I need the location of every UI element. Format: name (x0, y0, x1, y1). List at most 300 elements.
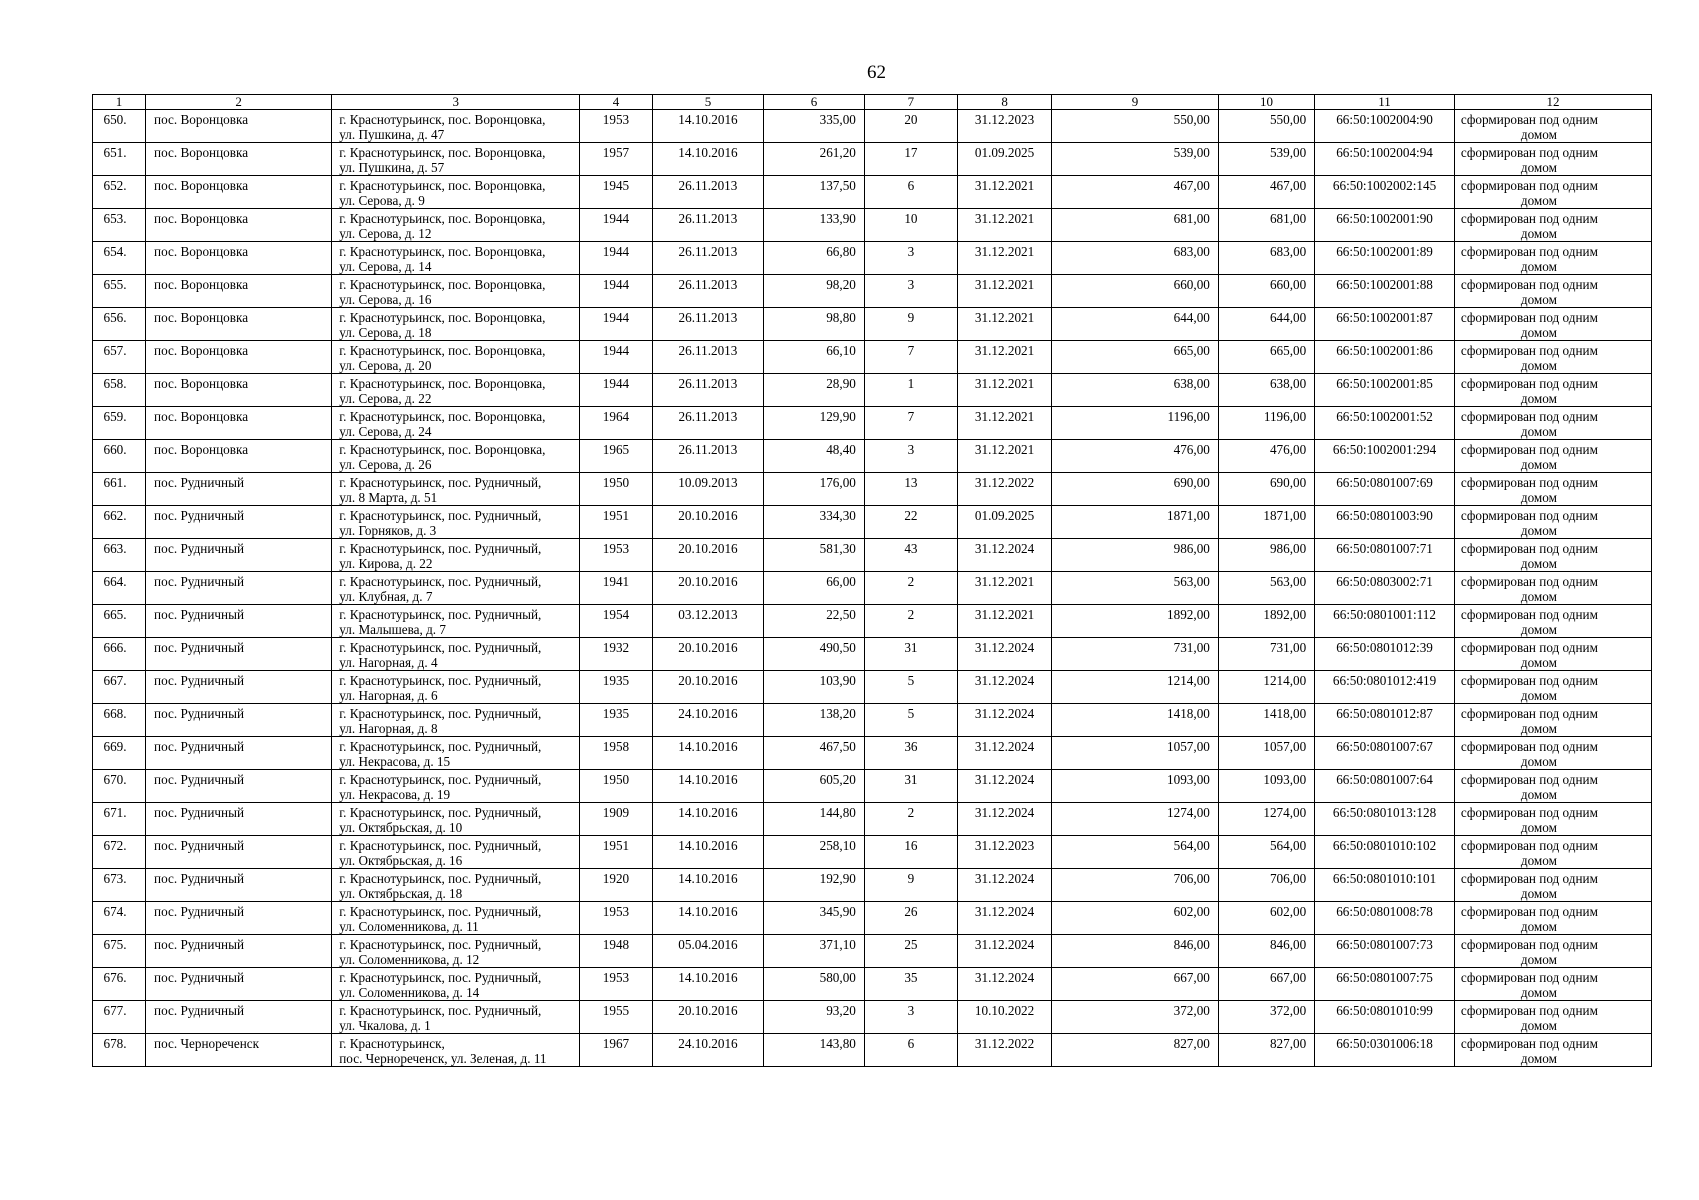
address-line-2: ул. Соломенникова, д. 12 (339, 952, 480, 967)
count-cell: 31 (864, 638, 957, 671)
settlement-cell: пос. Рудничный (146, 506, 332, 539)
table-row (93, 869, 1652, 902)
row-number-cell: 653. (93, 209, 146, 242)
value-cell-10: 539,00 (1218, 143, 1314, 176)
address-line-2: ул. Серова, д. 14 (339, 259, 432, 274)
status-line-2: домом (1520, 358, 1557, 373)
address-line-2: ул. 8 Марта, д. 51 (339, 490, 438, 505)
settlement-cell: пос. Воронцовка (146, 110, 332, 143)
row-number-cell: 672. (93, 836, 146, 869)
year-cell: 1953 (580, 110, 653, 143)
deadline-cell: 31.12.2021 (957, 605, 1051, 638)
year-cell: 1944 (580, 374, 653, 407)
status-line-1: сформирован под одним (1460, 343, 1598, 358)
table-row (93, 1034, 1652, 1067)
status-line-2: домом (1520, 589, 1557, 604)
area-cell: 581,30 (764, 539, 865, 572)
status-line-1: сформирован под одним (1460, 1036, 1598, 1051)
value-cell-10: 683,00 (1218, 242, 1314, 275)
value-cell-9: 644,00 (1052, 308, 1219, 341)
value-cell-9: 1418,00 (1052, 704, 1219, 737)
value-cell-10: 1214,00 (1218, 671, 1314, 704)
value-cell-9: 550,00 (1052, 110, 1219, 143)
status-cell (1454, 704, 1651, 737)
area-cell: 66,80 (764, 242, 865, 275)
cadastral-number-cell: 66:50:0801010:102 (1315, 836, 1455, 869)
value-cell-10: 665,00 (1218, 341, 1314, 374)
settlement-cell: пос. Воронцовка (146, 407, 332, 440)
address-cell (332, 539, 580, 572)
cadastral-number-cell: 66:50:0801007:71 (1315, 539, 1455, 572)
area-cell: 580,00 (764, 968, 865, 1001)
status-cell (1454, 1034, 1651, 1067)
settlement-cell: пос. Воронцовка (146, 176, 332, 209)
status-line-1: сформирован под одним (1460, 937, 1598, 952)
status-line-2: домом (1520, 787, 1557, 802)
value-cell-10: 564,00 (1218, 836, 1314, 869)
date-cell: 20.10.2016 (652, 572, 764, 605)
deadline-cell: 31.12.2024 (957, 671, 1051, 704)
value-cell-9: 986,00 (1052, 539, 1219, 572)
address-line-2: ул. Октябрьская, д. 16 (339, 853, 463, 868)
year-cell: 1965 (580, 440, 653, 473)
status-line-1: сформирован под одним (1460, 1003, 1598, 1018)
cadastral-number-cell: 66:50:1002001:85 (1315, 374, 1455, 407)
cadastral-number-cell: 66:50:0801008:78 (1315, 902, 1455, 935)
date-cell: 26.11.2013 (652, 242, 764, 275)
year-cell: 1967 (580, 1034, 653, 1067)
year-cell: 1945 (580, 176, 653, 209)
address-line-1: г. Краснотурьинск, пос. Воронцовка, (339, 112, 546, 127)
address-cell (332, 275, 580, 308)
date-cell: 05.04.2016 (652, 935, 764, 968)
cadastral-number-cell: 66:50:1002001:89 (1315, 242, 1455, 275)
year-cell: 1950 (580, 770, 653, 803)
table-row (93, 407, 1652, 440)
year-cell: 1920 (580, 869, 653, 902)
settlement-cell: пос. Воронцовка (146, 341, 332, 374)
table-row (93, 704, 1652, 737)
address-line-1: г. Краснотурьинск, пос. Рудничный, (339, 508, 542, 523)
deadline-cell: 31.12.2024 (957, 803, 1051, 836)
deadline-cell: 31.12.2024 (957, 737, 1051, 770)
row-number-cell: 674. (93, 902, 146, 935)
table-row (93, 176, 1652, 209)
year-cell: 1953 (580, 968, 653, 1001)
count-cell: 2 (864, 605, 957, 638)
value-cell-10: 638,00 (1218, 374, 1314, 407)
year-cell: 1948 (580, 935, 653, 968)
settlement-cell: пос. Воронцовка (146, 143, 332, 176)
status-cell (1454, 539, 1651, 572)
value-cell-9: 1093,00 (1052, 770, 1219, 803)
table-row (93, 638, 1652, 671)
address-line-1: г. Краснотурьинск, пос. Рудничный, (339, 805, 542, 820)
count-cell: 2 (864, 803, 957, 836)
deadline-cell: 31.12.2021 (957, 209, 1051, 242)
address-cell (332, 143, 580, 176)
settlement-cell: пос. Рудничный (146, 935, 332, 968)
status-line-2: домом (1520, 622, 1557, 637)
status-line-1: сформирован под одним (1460, 541, 1598, 556)
address-cell (332, 605, 580, 638)
status-line-2: домом (1520, 193, 1557, 208)
area-cell: 143,80 (764, 1034, 865, 1067)
status-line-1: сформирован под одним (1460, 376, 1598, 391)
table-row (93, 902, 1652, 935)
cadastral-number-cell: 66:50:0801003:90 (1315, 506, 1455, 539)
area-cell: 144,80 (764, 803, 865, 836)
value-cell-10: 1196,00 (1218, 407, 1314, 440)
status-cell (1454, 638, 1651, 671)
cadastral-number-cell: 66:50:1002001:52 (1315, 407, 1455, 440)
address-cell (332, 407, 580, 440)
cadastral-number-cell: 66:50:0801010:99 (1315, 1001, 1455, 1034)
settlement-cell: пос. Рудничный (146, 605, 332, 638)
table-row (93, 605, 1652, 638)
table-row (93, 506, 1652, 539)
cadastral-number-cell: 66:50:1002001:90 (1315, 209, 1455, 242)
year-cell: 1944 (580, 308, 653, 341)
row-number-cell: 667. (93, 671, 146, 704)
row-number-cell: 678. (93, 1034, 146, 1067)
status-line-1: сформирован под одним (1460, 178, 1598, 193)
value-cell-10: 660,00 (1218, 275, 1314, 308)
address-cell (332, 770, 580, 803)
value-cell-9: 1196,00 (1052, 407, 1219, 440)
area-cell: 137,50 (764, 176, 865, 209)
area-cell: 22,50 (764, 605, 865, 638)
value-cell-9: 660,00 (1052, 275, 1219, 308)
status-line-1: сформирован под одним (1460, 904, 1598, 919)
address-line-2: ул. Пушкина, д. 47 (339, 127, 445, 142)
row-number-cell: 659. (93, 407, 146, 440)
address-line-2: ул. Серова, д. 18 (339, 325, 432, 340)
status-line-1: сформирован под одним (1460, 145, 1598, 160)
address-line-1: г. Краснотурьинск, пос. Воронцовка, (339, 310, 546, 325)
address-cell (332, 209, 580, 242)
status-line-2: домом (1520, 853, 1557, 868)
column-header: 8 (957, 95, 1051, 110)
status-line-2: домом (1520, 886, 1557, 901)
status-line-2: домом (1520, 127, 1557, 142)
year-cell: 1909 (580, 803, 653, 836)
area-cell: 490,50 (764, 638, 865, 671)
address-line-2: ул. Серова, д. 22 (339, 391, 432, 406)
status-cell (1454, 209, 1651, 242)
value-cell-9: 667,00 (1052, 968, 1219, 1001)
value-cell-9: 539,00 (1052, 143, 1219, 176)
status-cell (1454, 869, 1651, 902)
deadline-cell: 31.12.2023 (957, 836, 1051, 869)
table-row (93, 374, 1652, 407)
value-cell-9: 706,00 (1052, 869, 1219, 902)
table-row (93, 671, 1652, 704)
column-header: 7 (864, 95, 957, 110)
row-number-cell: 668. (93, 704, 146, 737)
value-cell-9: 602,00 (1052, 902, 1219, 935)
status-line-1: сформирован под одним (1460, 739, 1598, 754)
status-cell (1454, 506, 1651, 539)
cadastral-number-cell: 66:50:0801007:75 (1315, 968, 1455, 1001)
status-cell (1454, 308, 1651, 341)
cadastral-number-cell: 66:50:0801013:128 (1315, 803, 1455, 836)
count-cell: 3 (864, 275, 957, 308)
address-line-2: ул. Кирова, д. 22 (339, 556, 433, 571)
status-cell (1454, 902, 1651, 935)
count-cell: 36 (864, 737, 957, 770)
deadline-cell: 01.09.2025 (957, 143, 1051, 176)
value-cell-10: 602,00 (1218, 902, 1314, 935)
table-row (93, 968, 1652, 1001)
status-line-1: сформирован под одним (1460, 607, 1598, 622)
count-cell: 9 (864, 869, 957, 902)
value-cell-10: 644,00 (1218, 308, 1314, 341)
value-cell-10: 1093,00 (1218, 770, 1314, 803)
address-line-1: г. Краснотурьинск, пос. Рудничный, (339, 706, 542, 721)
row-number-cell: 664. (93, 572, 146, 605)
year-cell: 1944 (580, 275, 653, 308)
value-cell-10: 1274,00 (1218, 803, 1314, 836)
status-line-2: домом (1520, 919, 1557, 934)
address-line-1: г. Краснотурьинск, пос. Рудничный, (339, 739, 542, 754)
status-cell (1454, 1001, 1651, 1034)
address-line-2: ул. Соломенникова, д. 11 (339, 919, 479, 934)
area-cell: 176,00 (764, 473, 865, 506)
count-cell: 7 (864, 407, 957, 440)
row-number-cell: 662. (93, 506, 146, 539)
table-body (93, 110, 1652, 1067)
row-number-cell: 666. (93, 638, 146, 671)
cadastral-number-cell: 66:50:1002001:294 (1315, 440, 1455, 473)
status-line-2: домом (1520, 655, 1557, 670)
count-cell: 3 (864, 440, 957, 473)
year-cell: 1954 (580, 605, 653, 638)
status-line-1: сформирован под одним (1460, 838, 1598, 853)
count-cell: 16 (864, 836, 957, 869)
address-line-2: ул. Серова, д. 12 (339, 226, 432, 241)
count-cell: 10 (864, 209, 957, 242)
deadline-cell: 31.12.2024 (957, 902, 1051, 935)
cadastral-number-cell: 66:50:0801012:419 (1315, 671, 1455, 704)
deadline-cell: 31.12.2024 (957, 704, 1051, 737)
table-row (93, 209, 1652, 242)
address-line-2: ул. Некрасова, д. 15 (339, 754, 451, 769)
date-cell: 26.11.2013 (652, 308, 764, 341)
status-line-2: домом (1520, 523, 1557, 538)
settlement-cell: пос. Рудничный (146, 902, 332, 935)
address-line-2: ул. Чкалова, д. 1 (339, 1018, 431, 1033)
deadline-cell: 31.12.2024 (957, 968, 1051, 1001)
address-line-2: ул. Малышева, д. 7 (339, 622, 446, 637)
value-cell-10: 827,00 (1218, 1034, 1314, 1067)
date-cell: 14.10.2016 (652, 836, 764, 869)
deadline-cell: 10.10.2022 (957, 1001, 1051, 1034)
status-line-1: сформирован под одним (1460, 112, 1598, 127)
status-cell (1454, 770, 1651, 803)
deadline-cell: 31.12.2022 (957, 1034, 1051, 1067)
date-cell: 26.11.2013 (652, 275, 764, 308)
date-cell: 14.10.2016 (652, 968, 764, 1001)
count-cell: 3 (864, 1001, 957, 1034)
status-line-1: сформирован под одним (1460, 310, 1598, 325)
cadastral-number-cell: 66:50:0801007:67 (1315, 737, 1455, 770)
date-cell: 26.11.2013 (652, 440, 764, 473)
value-cell-10: 1871,00 (1218, 506, 1314, 539)
deadline-cell: 31.12.2024 (957, 638, 1051, 671)
address-line-2: ул. Нагорная, д. 8 (339, 721, 438, 736)
deadline-cell: 31.12.2021 (957, 341, 1051, 374)
year-cell: 1953 (580, 902, 653, 935)
count-cell: 5 (864, 704, 957, 737)
row-number-cell: 665. (93, 605, 146, 638)
address-line-1: г. Краснотурьинск, пос. Воронцовка, (339, 343, 546, 358)
address-line-1: г. Краснотурьинск, пос. Воронцовка, (339, 145, 546, 160)
count-cell: 7 (864, 341, 957, 374)
status-line-2: домом (1520, 952, 1557, 967)
address-cell (332, 308, 580, 341)
row-number-cell: 654. (93, 242, 146, 275)
count-cell: 6 (864, 1034, 957, 1067)
status-cell (1454, 110, 1651, 143)
row-number-cell: 676. (93, 968, 146, 1001)
status-line-2: домом (1520, 226, 1557, 241)
status-cell (1454, 242, 1651, 275)
deadline-cell: 31.12.2022 (957, 473, 1051, 506)
area-cell: 28,90 (764, 374, 865, 407)
status-line-1: сформирован под одним (1460, 277, 1598, 292)
deadline-cell: 31.12.2021 (957, 275, 1051, 308)
count-cell: 25 (864, 935, 957, 968)
deadline-cell: 31.12.2021 (957, 308, 1051, 341)
address-cell (332, 704, 580, 737)
cadastral-number-cell: 66:50:0301006:18 (1315, 1034, 1455, 1067)
status-line-1: сформирован под одним (1460, 805, 1598, 820)
value-cell-9: 563,00 (1052, 572, 1219, 605)
address-line-2: ул. Серова, д. 16 (339, 292, 432, 307)
date-cell: 10.09.2013 (652, 473, 764, 506)
count-cell: 35 (864, 968, 957, 1001)
year-cell: 1941 (580, 572, 653, 605)
status-cell (1454, 737, 1651, 770)
cadastral-number-cell: 66:50:1002002:145 (1315, 176, 1455, 209)
status-line-1: сформирован под одним (1460, 673, 1598, 688)
address-cell (332, 737, 580, 770)
status-line-1: сформирован под одним (1460, 871, 1598, 886)
area-cell: 66,00 (764, 572, 865, 605)
address-cell (332, 341, 580, 374)
area-cell: 192,90 (764, 869, 865, 902)
value-cell-10: 563,00 (1218, 572, 1314, 605)
year-cell: 1955 (580, 1001, 653, 1034)
address-cell (332, 506, 580, 539)
status-line-2: домом (1520, 424, 1557, 439)
value-cell-10: 846,00 (1218, 935, 1314, 968)
status-cell (1454, 440, 1651, 473)
status-line-2: домом (1520, 721, 1557, 736)
count-cell: 13 (864, 473, 957, 506)
settlement-cell: пос. Рудничный (146, 968, 332, 1001)
date-cell: 14.10.2016 (652, 770, 764, 803)
settlement-cell: пос. Воронцовка (146, 275, 332, 308)
status-cell (1454, 176, 1651, 209)
status-line-2: домом (1520, 688, 1557, 703)
settlement-cell: пос. Воронцовка (146, 242, 332, 275)
count-cell: 31 (864, 770, 957, 803)
value-cell-9: 1214,00 (1052, 671, 1219, 704)
address-line-1: г. Краснотурьинск, пос. Рудничный, (339, 541, 542, 556)
address-line-1: г. Краснотурьинск, пос. Воронцовка, (339, 409, 546, 424)
address-cell (332, 803, 580, 836)
status-cell (1454, 341, 1651, 374)
cadastral-number-cell: 66:50:0801007:73 (1315, 935, 1455, 968)
address-cell (332, 110, 580, 143)
year-cell: 1944 (580, 242, 653, 275)
date-cell: 03.12.2013 (652, 605, 764, 638)
table-row (93, 803, 1652, 836)
count-cell: 9 (864, 308, 957, 341)
value-cell-9: 683,00 (1052, 242, 1219, 275)
settlement-cell: пос. Рудничный (146, 473, 332, 506)
address-line-1: г. Краснотурьинск, пос. Рудничный, (339, 1003, 542, 1018)
value-cell-10: 467,00 (1218, 176, 1314, 209)
area-cell: 261,20 (764, 143, 865, 176)
address-line-2: ул. Серова, д. 24 (339, 424, 432, 439)
address-line-1: г. Краснотурьинск, пос. Рудничный, (339, 904, 542, 919)
value-cell-9: 846,00 (1052, 935, 1219, 968)
settlement-cell: пос. Воронцовка (146, 374, 332, 407)
address-line-1: г. Краснотурьинск, пос. Воронцовка, (339, 244, 546, 259)
count-cell: 3 (864, 242, 957, 275)
area-cell: 138,20 (764, 704, 865, 737)
address-line-2: ул. Горняков, д. 3 (339, 523, 437, 538)
year-cell: 1953 (580, 539, 653, 572)
status-line-1: сформирован под одним (1460, 409, 1598, 424)
status-cell (1454, 935, 1651, 968)
table-row (93, 308, 1652, 341)
column-header: 5 (652, 95, 764, 110)
count-cell: 6 (864, 176, 957, 209)
date-cell: 20.10.2016 (652, 506, 764, 539)
address-cell (332, 1034, 580, 1067)
address-line-2: ул. Соломенникова, д. 14 (339, 985, 480, 1000)
status-cell (1454, 143, 1651, 176)
count-cell: 26 (864, 902, 957, 935)
value-cell-9: 1871,00 (1052, 506, 1219, 539)
settlement-cell: пос. Рудничный (146, 572, 332, 605)
status-line-2: домом (1520, 292, 1557, 307)
address-line-1: г. Краснотурьинск, пос. Рудничный, (339, 937, 542, 952)
area-cell: 258,10 (764, 836, 865, 869)
date-cell: 20.10.2016 (652, 539, 764, 572)
column-header: 9 (1052, 95, 1219, 110)
address-cell (332, 473, 580, 506)
row-number-cell: 671. (93, 803, 146, 836)
address-line-1: г. Краснотурьинск, пос. Рудничный, (339, 772, 542, 787)
status-line-2: домом (1520, 391, 1557, 406)
address-cell (332, 902, 580, 935)
row-number-cell: 663. (93, 539, 146, 572)
page-number: 62 (867, 62, 886, 83)
address-line-1: г. Краснотурьинск, пос. Воронцовка, (339, 442, 546, 457)
status-line-2: домом (1520, 985, 1557, 1000)
year-cell: 1932 (580, 638, 653, 671)
value-cell-10: 372,00 (1218, 1001, 1314, 1034)
address-cell (332, 869, 580, 902)
status-cell (1454, 803, 1651, 836)
address-line-1: г. Краснотурьинск, пос. Воронцовка, (339, 376, 546, 391)
table-row (93, 242, 1652, 275)
